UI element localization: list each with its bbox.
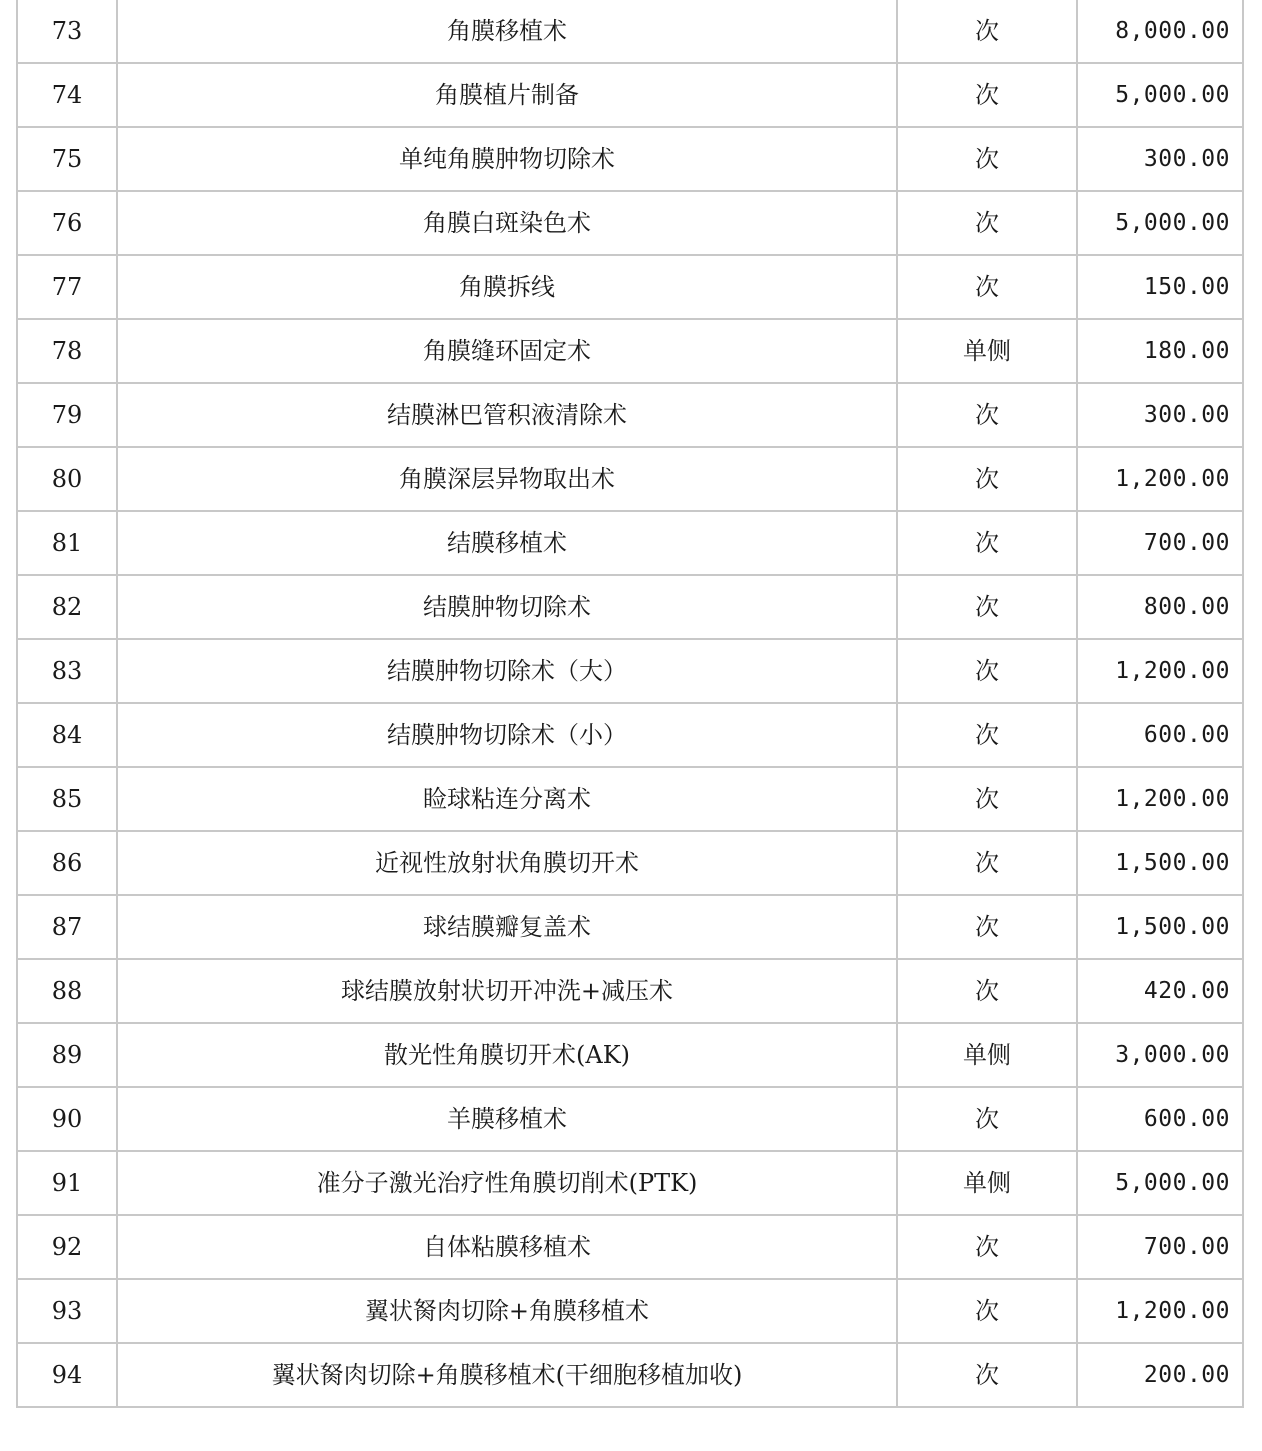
unit: 次 (897, 767, 1077, 831)
table-row (17, 767, 1243, 831)
procedure-name: 球结膜放射状切开冲洗+减压术 (117, 959, 897, 1023)
unit: 次 (897, 0, 1077, 63)
procedure-name: 准分子激光治疗性角膜切削术(PTK) (117, 1151, 897, 1215)
unit: 次 (897, 191, 1077, 255)
table-row (17, 831, 1243, 895)
row-number: 82 (17, 575, 117, 639)
row-number: 94 (17, 1343, 117, 1407)
row-number: 78 (17, 319, 117, 383)
price: 150.00 (1077, 255, 1243, 319)
unit: 次 (897, 575, 1077, 639)
table-row (17, 1343, 1243, 1407)
unit: 次 (897, 511, 1077, 575)
procedure-name: 翼状胬肉切除+角膜移植术 (117, 1279, 897, 1343)
price: 5,000.00 (1077, 63, 1243, 127)
price: 180.00 (1077, 319, 1243, 383)
procedure-name: 结膜肿物切除术（小） (117, 703, 897, 767)
row-number: 75 (17, 127, 117, 191)
unit: 次 (897, 639, 1077, 703)
procedure-name: 睑球粘连分离术 (117, 767, 897, 831)
procedure-name: 自体粘膜移植术 (117, 1215, 897, 1279)
price: 1,200.00 (1077, 447, 1243, 511)
procedure-name: 单纯角膜肿物切除术 (117, 127, 897, 191)
unit: 单侧 (897, 1151, 1077, 1215)
price: 1,200.00 (1077, 639, 1243, 703)
procedure-name: 角膜移植术 (117, 0, 897, 63)
procedure-name: 结膜肿物切除术（大） (117, 639, 897, 703)
row-number: 80 (17, 447, 117, 511)
table-row (17, 1279, 1243, 1343)
table-row (17, 895, 1243, 959)
table-row (17, 575, 1243, 639)
table-row (17, 0, 1243, 63)
unit: 单侧 (897, 319, 1077, 383)
procedure-name: 翼状胬肉切除+角膜移植术(干细胞移植加收) (117, 1343, 897, 1407)
price: 1,500.00 (1077, 831, 1243, 895)
row-number: 76 (17, 191, 117, 255)
price: 600.00 (1077, 703, 1243, 767)
row-number: 81 (17, 511, 117, 575)
price: 800.00 (1077, 575, 1243, 639)
table-row (17, 319, 1243, 383)
table-row (17, 191, 1243, 255)
procedure-name: 近视性放射状角膜切开术 (117, 831, 897, 895)
price: 5,000.00 (1077, 1151, 1243, 1215)
price: 300.00 (1077, 383, 1243, 447)
price: 8,000.00 (1077, 0, 1243, 63)
row-number: 79 (17, 383, 117, 447)
unit: 次 (897, 895, 1077, 959)
table-row (17, 447, 1243, 511)
unit: 次 (897, 703, 1077, 767)
row-number: 87 (17, 895, 117, 959)
procedure-name: 角膜拆线 (117, 255, 897, 319)
unit: 次 (897, 959, 1077, 1023)
procedure-name: 散光性角膜切开术(AK) (117, 1023, 897, 1087)
row-number: 77 (17, 255, 117, 319)
procedure-name: 角膜白斑染色术 (117, 191, 897, 255)
price: 1,500.00 (1077, 895, 1243, 959)
price: 700.00 (1077, 511, 1243, 575)
row-number: 88 (17, 959, 117, 1023)
table-row (17, 127, 1243, 191)
row-number: 91 (17, 1151, 117, 1215)
unit: 次 (897, 383, 1077, 447)
unit: 次 (897, 1343, 1077, 1407)
unit: 单侧 (897, 1023, 1077, 1087)
unit: 次 (897, 255, 1077, 319)
row-number: 93 (17, 1279, 117, 1343)
row-number: 84 (17, 703, 117, 767)
procedure-name: 结膜移植术 (117, 511, 897, 575)
price: 5,000.00 (1077, 191, 1243, 255)
row-number: 83 (17, 639, 117, 703)
unit: 次 (897, 1087, 1077, 1151)
row-number: 89 (17, 1023, 117, 1087)
table-row (17, 959, 1243, 1023)
procedure-name: 角膜深层异物取出术 (117, 447, 897, 511)
row-number: 73 (17, 0, 117, 63)
procedure-name: 结膜淋巴管积液清除术 (117, 383, 897, 447)
table-row (17, 1087, 1243, 1151)
table-row (17, 383, 1243, 447)
table-row (17, 255, 1243, 319)
row-number: 86 (17, 831, 117, 895)
unit: 次 (897, 447, 1077, 511)
procedure-name: 羊膜移植术 (117, 1087, 897, 1151)
procedure-name: 角膜植片制备 (117, 63, 897, 127)
row-number: 74 (17, 63, 117, 127)
procedure-name: 结膜肿物切除术 (117, 575, 897, 639)
price-table (16, 0, 1244, 1408)
price: 1,200.00 (1077, 767, 1243, 831)
unit: 次 (897, 1279, 1077, 1343)
table-row (17, 511, 1243, 575)
table-row (17, 703, 1243, 767)
price: 700.00 (1077, 1215, 1243, 1279)
table-row (17, 639, 1243, 703)
table-row (17, 1215, 1243, 1279)
row-number: 90 (17, 1087, 117, 1151)
price: 300.00 (1077, 127, 1243, 191)
unit: 次 (897, 63, 1077, 127)
row-number: 85 (17, 767, 117, 831)
table-row (17, 1023, 1243, 1087)
table-body (17, 0, 1243, 1407)
table-row (17, 1151, 1243, 1215)
unit: 次 (897, 127, 1077, 191)
price: 200.00 (1077, 1343, 1243, 1407)
row-number: 92 (17, 1215, 117, 1279)
price: 420.00 (1077, 959, 1243, 1023)
unit: 次 (897, 831, 1077, 895)
table-row (17, 63, 1243, 127)
procedure-name: 球结膜瓣复盖术 (117, 895, 897, 959)
price: 1,200.00 (1077, 1279, 1243, 1343)
price: 3,000.00 (1077, 1023, 1243, 1087)
unit: 次 (897, 1215, 1077, 1279)
price: 600.00 (1077, 1087, 1243, 1151)
procedure-name: 角膜缝环固定术 (117, 319, 897, 383)
